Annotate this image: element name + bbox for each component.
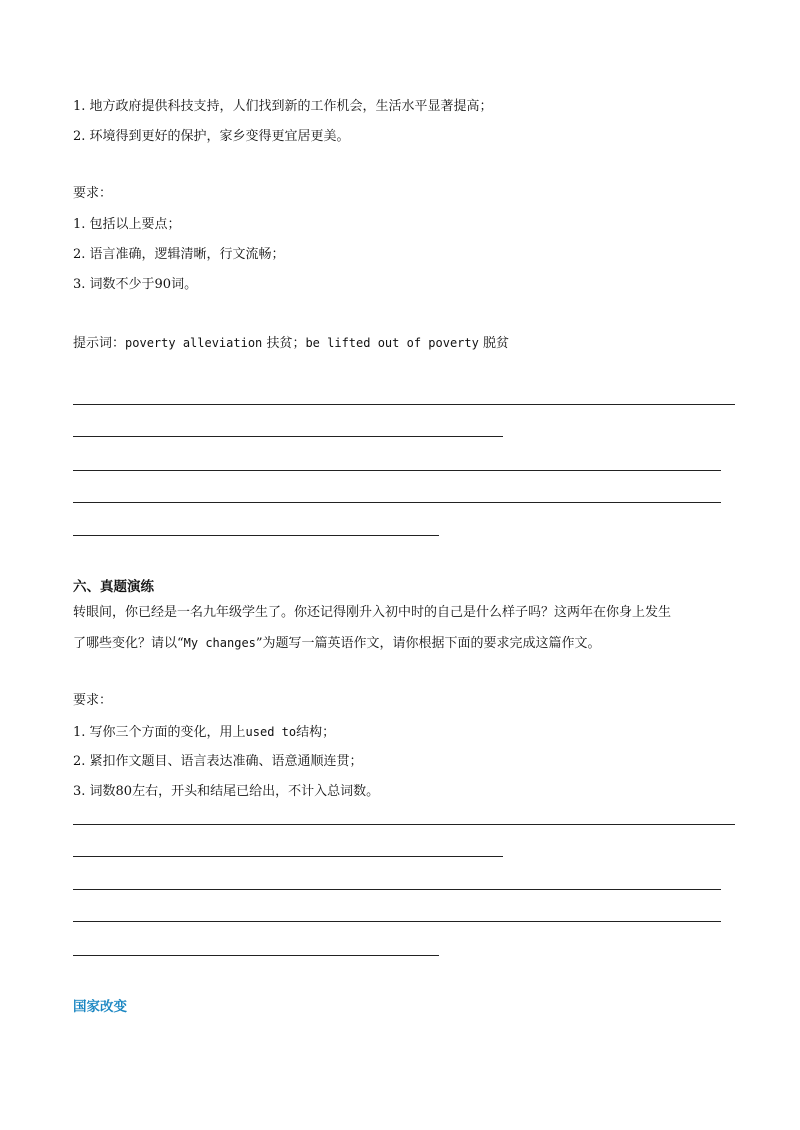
requirement-3: 3. 词数不少于90词。	[73, 277, 198, 292]
hint-label: 提示词：	[73, 336, 126, 351]
req1-text-b: 结构；	[296, 725, 336, 740]
point-2: 2. 环境得到更好的保护，家乡变得更宜居更美。	[73, 129, 350, 144]
hint-words	[73, 334, 509, 353]
prompt-text-b: ”为题写一篇英语作文，请你根据下面的要求完成这篇作文。	[255, 636, 601, 651]
section-heading: 六、真题演练	[73, 579, 154, 595]
prompt-text-a: 了哪些变化？请以“	[73, 636, 184, 651]
writing-line[interactable]	[73, 436, 503, 437]
requirement-1	[73, 723, 335, 742]
writing-line[interactable]	[73, 535, 439, 536]
hint-cn-1: 扶贫；	[266, 336, 306, 351]
requirement-1: 1. 包括以上要点；	[73, 217, 181, 232]
point-1: 1. 地方政府提供科技支持，人们找到新的工作机会，生活水平显著提高；	[73, 99, 493, 114]
hint-term-1: poverty alleviation	[125, 336, 263, 350]
requirement-2: 2. 语言准确，逻辑清晰，行文流畅；	[73, 247, 285, 262]
requirements-title: 要求：	[73, 693, 113, 708]
requirements-title: 要求：	[73, 186, 113, 201]
requirement-3: 3. 词数80左右，开头和结尾已给出，不计入总词数。	[73, 784, 380, 799]
writing-line[interactable]	[73, 889, 721, 890]
prompt-line-2	[73, 634, 601, 653]
req1-code: used to	[245, 725, 297, 739]
writing-line[interactable]	[73, 502, 721, 503]
writing-line[interactable]	[73, 856, 503, 857]
requirement-2: 2. 紧扣作文题目、语言表达准确、语意通顺连贯；	[73, 754, 363, 769]
writing-line[interactable]	[73, 921, 721, 922]
writing-line[interactable]	[73, 824, 735, 825]
prompt-line-1: 转眼间，你已经是一名九年级学生了。你还记得刚升入初中时的自己是什么样子吗？这两年在你身上发生	[73, 605, 672, 620]
prompt-title: My changes	[183, 636, 256, 650]
req1-text-a: 1. 写你三个方面的变化，用上	[73, 725, 246, 740]
hint-cn-2: 脱贫	[482, 336, 509, 351]
writing-line[interactable]	[73, 955, 439, 956]
writing-line[interactable]	[73, 404, 735, 405]
hint-term-2: be lifted out of poverty	[305, 336, 479, 350]
writing-line[interactable]	[73, 470, 721, 471]
next-section-heading: 国家改变	[73, 999, 127, 1015]
